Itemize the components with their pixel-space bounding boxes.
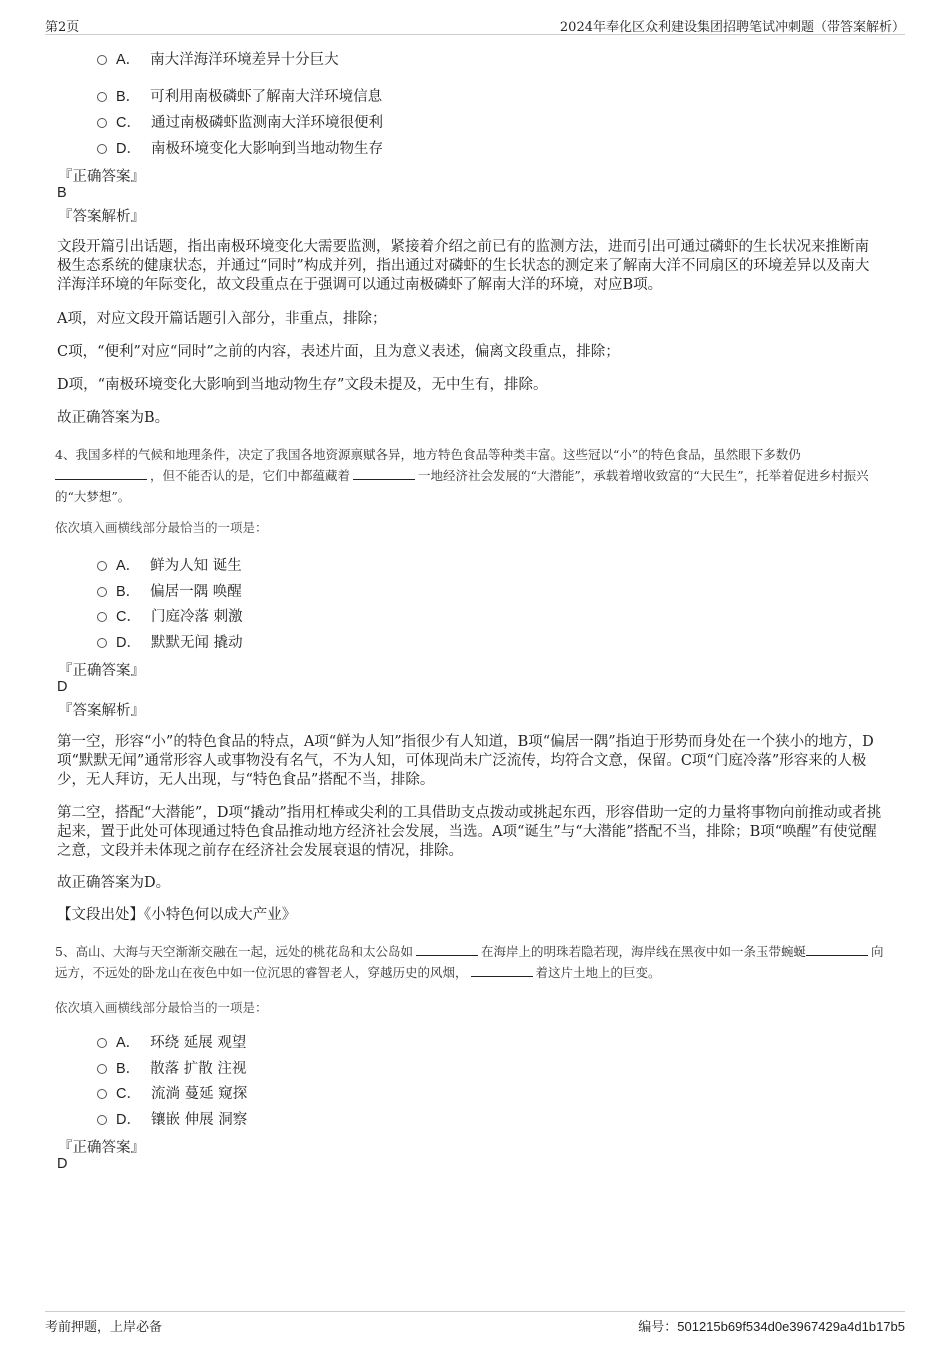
- q4-question: 4、我国多样的气候和地理条件，决定了我国各地资源禀赋各异，地方特色食品等种类丰富。这些冠以“小”的特色食品，虽然眼下多数仍，但不能否认的是，它们中都蕴藏着 一地经济社会发展的“大潜能”，承载着增收致富的“大民生”，托举着促进乡村振兴的“大梦想”。: [55, 447, 869, 504]
- q5-prompt: 依次填入画横线部分最恰当的一项是：: [55, 1000, 268, 1015]
- document-title: 2024年奉化区众利建设集团招聘笔试冲刺题（带答案解析）: [559, 20, 905, 35]
- q5-answer: D: [57, 1156, 68, 1172]
- q5-option-d[interactable]: D． 镶嵌 伸展 洞察: [97, 1108, 247, 1128]
- q5-option-b[interactable]: B． 散落 扩散 注视: [97, 1057, 246, 1077]
- q4-answer: D: [57, 679, 68, 695]
- q3-option-c[interactable]: C． 通过南极磷虾监测南大洋环境很便利: [97, 111, 383, 131]
- q4-conclusion: 故正确答案为D。: [57, 875, 171, 891]
- radio-icon[interactable]: [97, 1115, 107, 1125]
- q4-option-c[interactable]: C． 门庭冷落 刺激: [97, 605, 243, 625]
- radio-icon[interactable]: [97, 612, 107, 622]
- radio-icon[interactable]: [97, 638, 107, 648]
- radio-icon[interactable]: [97, 1089, 107, 1099]
- q3-option-a[interactable]: A． 南大洋海洋环境差异十分巨大: [97, 48, 339, 68]
- q3-conclusion: 故正确答案为B。: [57, 410, 170, 426]
- q4-prompt: 依次填入画横线部分最恰当的一项是：: [55, 520, 268, 535]
- q4-option-d[interactable]: D． 默默无闻 撬动: [97, 631, 243, 651]
- q5-question: 5、高山、大海与天空渐渐交融在一起，远处的桃花岛和太公岛如 在海岸上的明珠若隐若现，海岸线在黑夜中如一条玉带蜿蜒 向远方，不远处的卧龙山在夜色中如一位沉思的睿智老人，穿越历史的风烟， 着这片土地上的巨变。: [55, 944, 884, 980]
- q3-analysis-main: 文段开篇引出话题，指出南极环境变化大需要监测，紧接着介绍之前已有的监测方法，进而引出可通过磷虾的生长状况来推断南极生态系统的健康状态，并通过“同时”构成并列，指出通过对磷虾的生长状态的测定来了解南大洋不同扇区的环境差异以及南大洋海洋环境的年际变化，故文段重点在于强调可以通过南极磷虾了解南大洋的环境，对应B项。: [57, 239, 870, 293]
- q3-answer: B: [57, 185, 67, 201]
- q4-analysis-second-blank: 第二空，搭配“大潜能”，D项“撬动”指用杠棒或尖利的工具借助支点拨动或挑起东西，形容借助一定的力量将事物向前推动或者挑起来，置于此处可体现通过特色食品推动地方经济社会发展，当选。A项“诞生”与“大潜能”搭配不当，排除；B项“唤醒”有使觉醒之意，文段并未体现之前存在经济社会发展衰退的情况，排除。: [57, 805, 882, 859]
- blank-line: [416, 943, 478, 956]
- q3-analysis-c: C项，“便利”对应“同时”之前的内容，表述片面，且为意义表述，偏离文段重点，排除；: [57, 344, 620, 360]
- serial-number: 编号：501215b69f534d0e3967429a4d1b17b5: [638, 1319, 905, 1334]
- page-number: 第2页: [45, 20, 80, 35]
- q3-answer-label: 『正确答案』: [58, 169, 145, 185]
- q4-option-b[interactable]: B． 偏居一隅 唤醒: [97, 580, 242, 600]
- q4-analysis-first-blank: 第一空，形容“小”的特色食品的特点，A项“鲜为人知”指很少有人知道，B项“偏居一隅”指迫于形势而身处在一个狭小的地方，D项“默默无闻”通常形容人或事物没有名气，不为人知，可体现尚未广泛流传，均符合文意，保留。C项“门庭冷落”形容来的人极少，无人拜访，无人出现，与“特色食品”搭配不当，排除。: [57, 734, 874, 788]
- blank-line: [353, 467, 415, 480]
- q4-answer-label: 『正确答案』: [58, 663, 145, 679]
- radio-icon[interactable]: [97, 1064, 107, 1074]
- radio-icon[interactable]: [97, 118, 107, 128]
- q3-option-b[interactable]: B． 可利用南极磷虾了解南大洋环境信息: [97, 85, 382, 105]
- q5-option-c[interactable]: C． 流淌 蔓延 窥探: [97, 1082, 247, 1102]
- q5-answer-label: 『正确答案』: [58, 1140, 145, 1156]
- page-footer: [45, 1311, 905, 1335]
- q3-option-d[interactable]: D． 南极环境变化大影响到当地动物生存: [97, 137, 383, 157]
- page-header: [45, 14, 905, 35]
- q3-analysis-a: A项，对应文段开篇话题引入部分，非重点，排除；: [57, 311, 387, 327]
- q4-analysis-label: 『答案解析』: [58, 703, 145, 719]
- radio-icon[interactable]: [97, 92, 107, 102]
- radio-icon[interactable]: [97, 55, 107, 65]
- blank-line: [806, 943, 868, 956]
- q3-analysis-label: 『答案解析』: [58, 209, 145, 225]
- radio-icon[interactable]: [97, 144, 107, 154]
- radio-icon[interactable]: [97, 587, 107, 597]
- radio-icon[interactable]: [97, 1038, 107, 1048]
- radio-icon[interactable]: [97, 561, 107, 571]
- q4-option-a[interactable]: A． 鲜为人知 诞生: [97, 554, 242, 574]
- blank-line: [55, 467, 147, 480]
- q4-source: 【文段出处】《小特色何以成大产业》: [57, 907, 297, 923]
- q5-option-a[interactable]: A． 环绕 延展 观望: [97, 1031, 246, 1051]
- footer-slogan: 考前押题，上岸必备: [45, 1320, 163, 1335]
- q3-analysis-d: D项，“南极环境变化大影响到当地动物生存”文段未提及，无中生有，排除。: [57, 377, 548, 393]
- blank-line: [471, 964, 533, 977]
